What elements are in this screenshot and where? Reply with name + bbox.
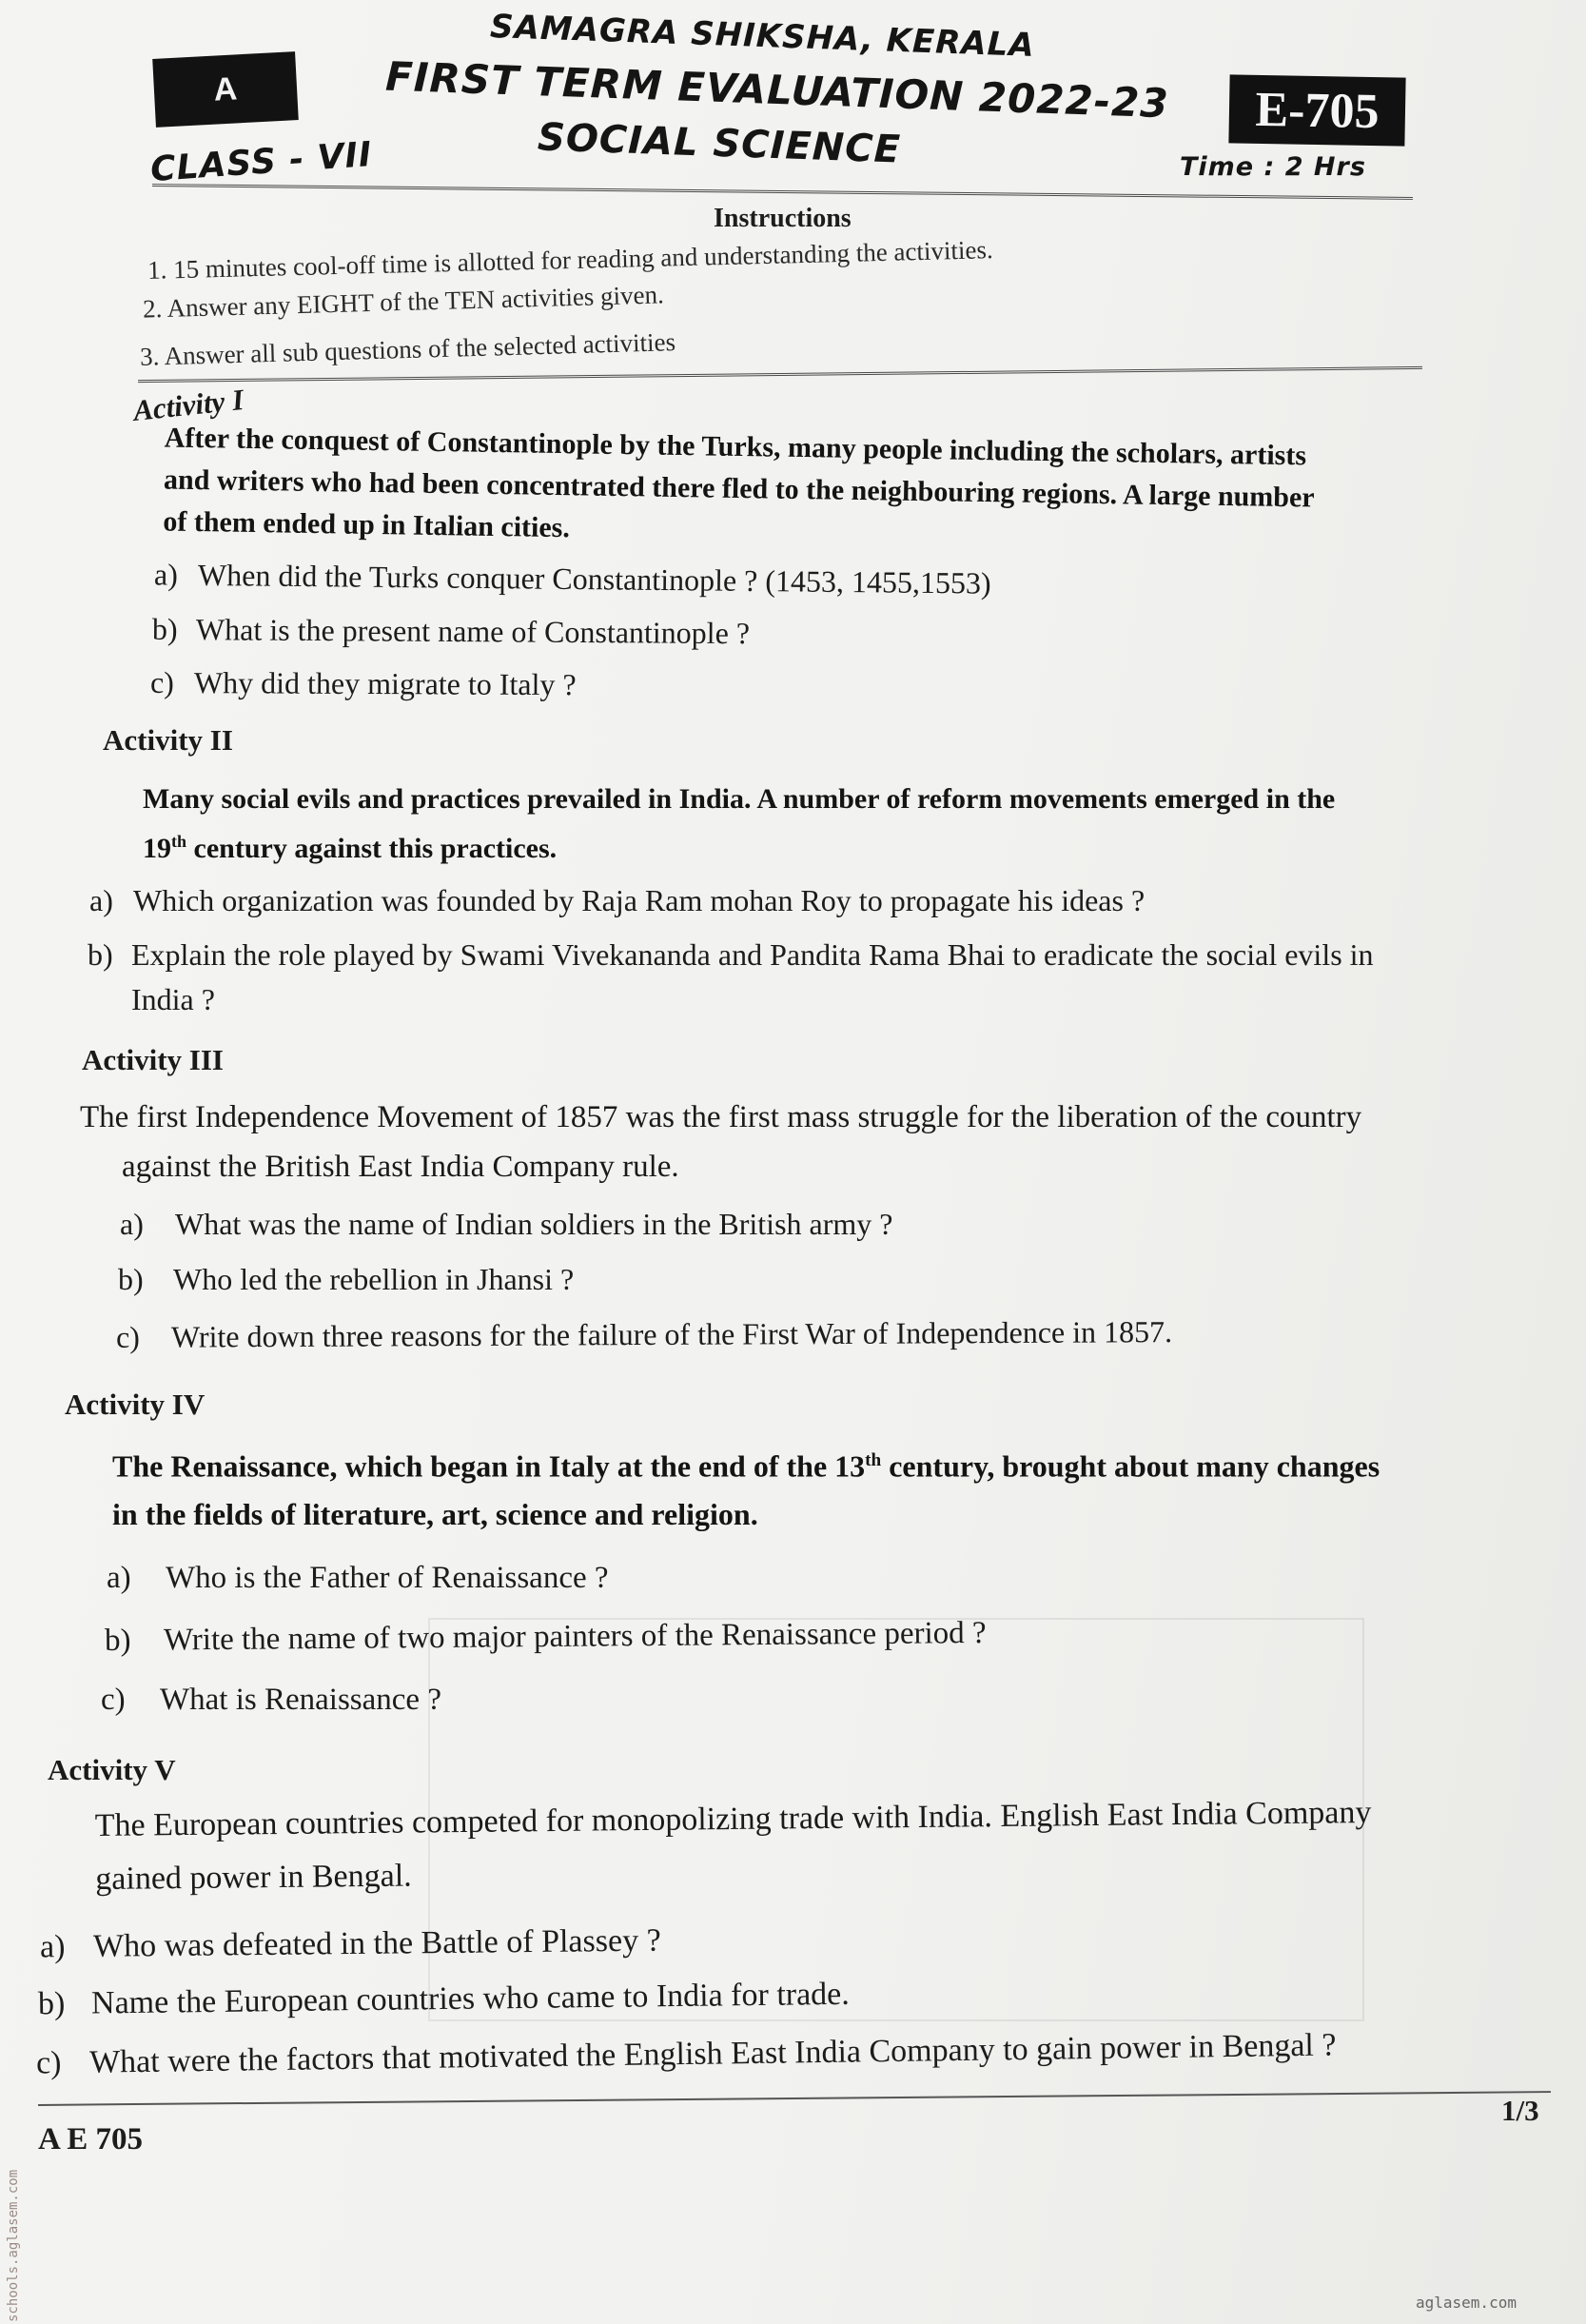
activity-title: Activity III [82, 1043, 224, 1076]
page-number: 1/3 [1501, 2094, 1539, 2127]
question [150, 665, 577, 702]
exam-title: FIRST TERM EVALUATION 2022-23 [384, 52, 1170, 128]
question-label: c) [115, 1319, 140, 1354]
question-continuation: India ? [131, 982, 215, 1016]
question-text: Name the European countries who came to India for trade. [90, 1976, 850, 2021]
question-text: What is Renaissance ? [160, 1683, 441, 1717]
corner-watermark: aglasem.com [1416, 2294, 1517, 2312]
question-label: b) [88, 937, 113, 972]
header-rule [152, 184, 1413, 200]
side-watermark: schools.aglasem.com [6, 2169, 21, 2322]
ordinal-suffix: th [865, 1450, 882, 1470]
instruction-item: 2. Answer any EIGHT of the TEN activities given. [142, 280, 665, 324]
instruction-item: 1. 15 minutes cool-off time is allotted for reading and understanding the activities. [147, 235, 994, 285]
question-label: c) [35, 2045, 62, 2081]
question-text: What were the factors that motivated the English East India Company to gain power in Bengal ? [88, 2027, 1337, 2080]
org-title: SAMAGRA SHIKSHA, KERALA [489, 8, 1036, 65]
question-label: c) [101, 1683, 126, 1717]
question [88, 937, 1374, 973]
question-text: Write the name of two major painters of the Renaissance period ? [163, 1615, 987, 1658]
question-label: a) [153, 557, 179, 592]
question-text: What is the present name of Constantinople ? [195, 612, 751, 651]
passage-line: The first Independence Movement of 1857 was the first mass struggle for the liberation of the country [80, 1100, 1362, 1134]
footer-code: A E 705 [38, 2122, 144, 2157]
passage-line: and writers who had been concentrated there fled to the neighbouring regions. A large number [163, 463, 1315, 514]
question-text: Why did they migrate to Italy ? [193, 665, 577, 702]
activity-title: Activity IV [65, 1388, 206, 1421]
question [101, 1683, 441, 1718]
footer-rule [38, 2091, 1551, 2106]
question-text: Write down three reasons for the failure of the First War of Independence in 1857. [170, 1314, 1173, 1354]
question [120, 1207, 892, 1242]
passage-line: against the British East India Company rule. [122, 1150, 679, 1184]
question [154, 557, 991, 601]
activity-title: Activity I [131, 383, 245, 427]
question [40, 1923, 661, 1966]
question-label: a) [39, 1929, 66, 1965]
passage-line: gained power in Bengal. [95, 1858, 412, 1898]
question-label: b) [104, 1623, 131, 1659]
question-text: Who led the rebellion in Jhansi ? [173, 1262, 575, 1296]
instructions-title: Instructions [714, 204, 852, 233]
instructions-rule [138, 366, 1422, 383]
question-label: c) [149, 664, 174, 699]
activity-passage [143, 778, 1335, 870]
question [36, 2027, 1337, 2081]
question-label: b) [118, 1262, 144, 1296]
question [116, 1314, 1172, 1355]
question [152, 612, 750, 651]
activity-title: Activity II [103, 723, 233, 757]
ordinal-suffix: th [171, 832, 187, 851]
activity-passage [112, 1437, 1380, 1538]
question [89, 883, 1145, 918]
question-label: a) [107, 1561, 131, 1595]
activity-passage [94, 1786, 1372, 1906]
question-label: b) [37, 1985, 66, 2022]
question [118, 1262, 574, 1297]
question-text: What was the name of Indian soldiers in the British army ? [175, 1207, 893, 1241]
passage-line: of them ended up in Italian cities. [163, 505, 571, 544]
paper-code-badge: E-705 [1228, 74, 1405, 146]
question-text: Which organization was founded by Raja Ram mohan Roy to propagate his ideas ? [133, 883, 1145, 917]
subject-title: SOCIAL SCIENCE [537, 115, 902, 172]
question-label: b) [151, 611, 178, 646]
time-label: Time : 2 Hrs [1180, 152, 1366, 182]
passage-line: After the conquest of Constantinople by the Turks, many people including the scholars, artists [164, 422, 1307, 472]
instruction-item: 3. Answer all sub questions of the selected activities [139, 327, 676, 371]
activity-title: Activity V [48, 1753, 176, 1786]
passage-line: Many social evils and practices prevailed in India. A number of reform movements emerged in the [143, 783, 1336, 815]
question-text: When did the Turks conquer Constantinople ? (1453, 1455,1553) [197, 557, 991, 601]
question [107, 1561, 609, 1596]
passage-line: The European countries competed for monopolizing trade with India. English East India Company [94, 1794, 1372, 1844]
passage-line: The Renaissance, which began in Italy at the end of the 13th century, brought about many changes [112, 1448, 1380, 1484]
series-badge: A [152, 51, 299, 128]
question-label: a) [120, 1207, 144, 1241]
class-label: CLASS - VII [148, 134, 374, 190]
question-text: Explain the role played by Swami Vivekananda and Pandita Rama Bhai to eradicate the social evils in [131, 937, 1374, 972]
activity-passage [163, 418, 1316, 561]
passage-line: 19th century against this practices. [143, 832, 558, 864]
activity-passage [80, 1093, 1361, 1192]
passage-line: in the fields of literature, art, science and religion. [112, 1496, 758, 1531]
question-label: a) [89, 883, 113, 917]
question-text: Who was defeated in the Battle of Plassey ? [92, 1922, 661, 1964]
question-text: Who is the Father of Renaissance ? [166, 1561, 609, 1595]
